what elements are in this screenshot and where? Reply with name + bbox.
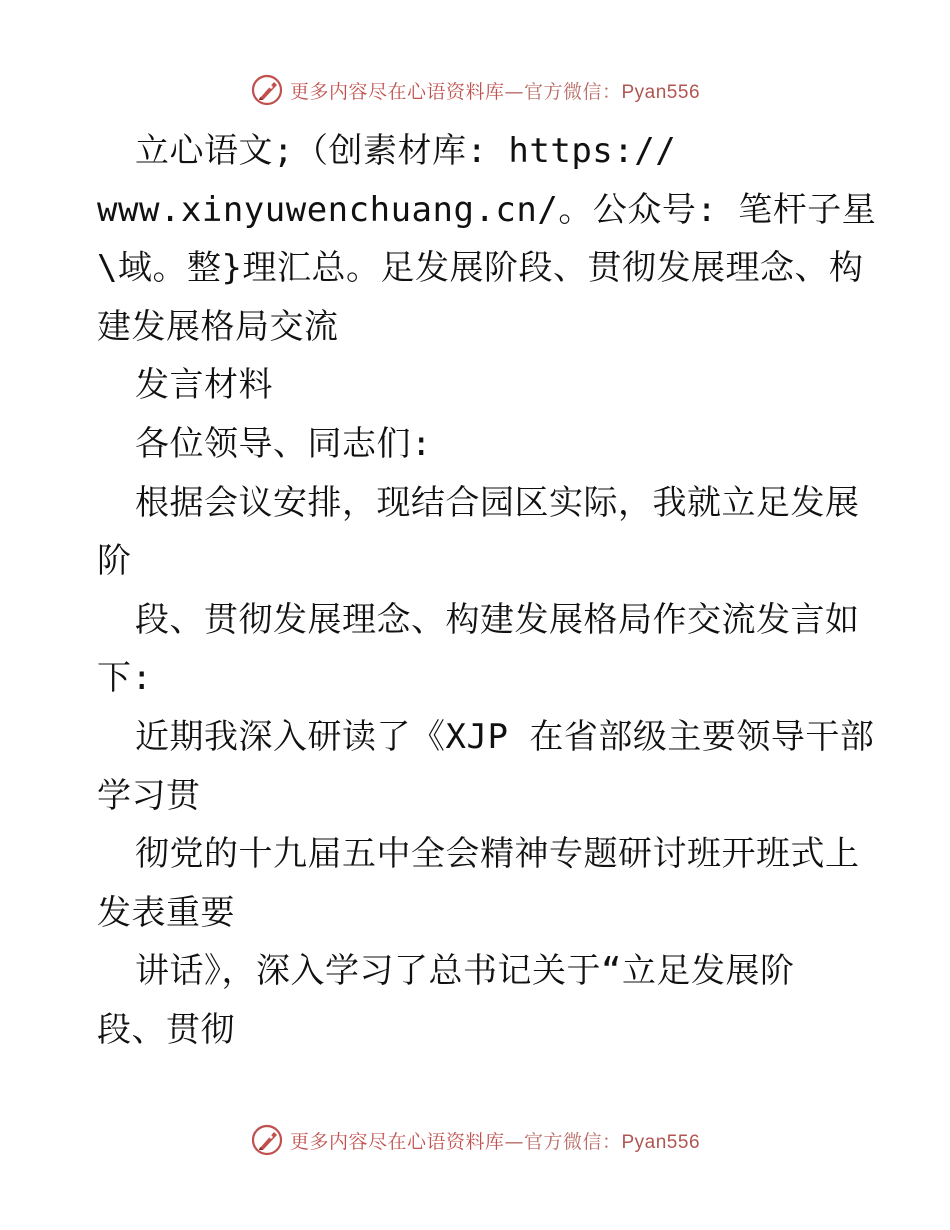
body-line: 下: [97,658,153,699]
body-line: 发表重要 [97,892,235,933]
footer-banner-wechat: Pyan556 [621,1131,701,1153]
body-line: 各位领导、同志们: [135,423,432,464]
header-banner-dash: —官方微信： [504,80,622,103]
body-line: 近期我深入研读了《XJP 在省部级主要领导干部 [135,716,875,757]
footer-banner-main: 更多内容尽在心语资料库 [289,1130,505,1153]
body-line: \域。整}理汇总。足发展阶段、贯彻发展理念、构 [97,248,864,289]
body-line: 学习贯 [97,775,201,816]
header-banner-text [290,77,700,104]
body-line: 段、贯彻发展理念、构建发展格局作交流发言如 [135,599,860,640]
body-line: 讲话》，深入学习了总书记关于“立足发展阶 [135,951,795,992]
document-body [97,122,877,1060]
header-banner-main: 更多内容尽在心语资料库 [289,80,505,103]
body-line: 建发展格局交流 [97,306,339,347]
footer-banner-text [290,1127,700,1154]
header-banner [0,70,950,110]
body-line: 段、贯彻 [97,1009,235,1050]
body-line: 阶 [97,541,132,582]
body-line: 立心语文;（创素材库: https:// [135,131,677,171]
body-line: 发言材料 [135,365,273,406]
body-line: 根据会议安排，现结合园区实际，我就立足发展 [135,482,860,523]
footer-banner [0,1120,950,1160]
body-line: www.xinyuwenchuang.cn/。公众号: 笔杆子星 [97,189,877,230]
quill-pen-logo-icon [250,1123,284,1157]
body-line: 彻党的十九届五中全会精神专题研讨班开班式上 [135,834,860,875]
header-banner-wechat: Pyan556 [621,81,701,103]
quill-pen-logo-icon [250,73,284,107]
footer-banner-dash: —官方微信： [504,1130,622,1153]
